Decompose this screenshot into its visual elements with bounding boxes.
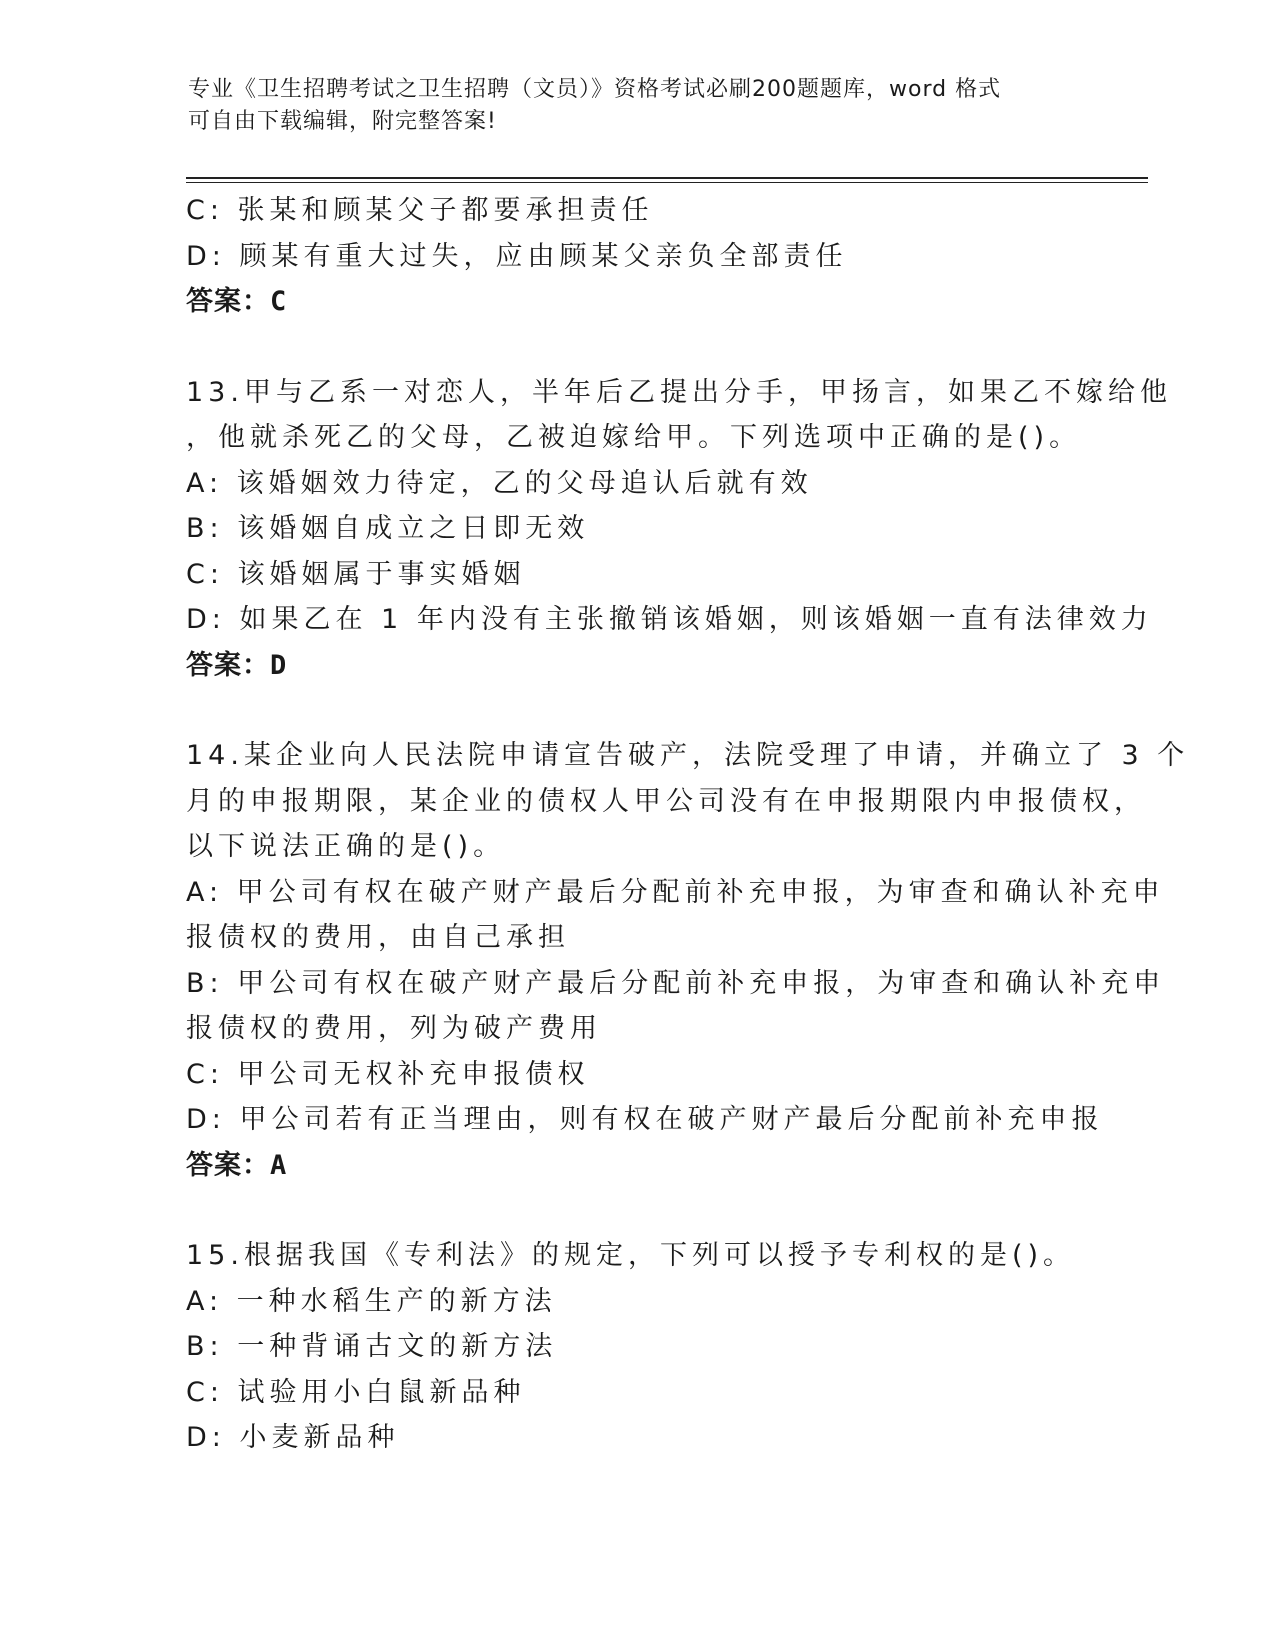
q14-option-a-line-2: 报债权的费用，由自己承担 [186, 922, 570, 953]
q15-option-a: A: 一种水稻生产的新方法 [186, 1285, 557, 1317]
document-header [188, 74, 1068, 138]
header-divider-thin [186, 182, 1148, 183]
header-divider-thick [186, 177, 1148, 179]
q12-answer: 答案：C [186, 286, 288, 317]
q12-option-c: C: 张某和顾某父子都要承担责任 [186, 195, 654, 226]
header-line-1: 专业《卫生招聘考试之卫生招聘（文员）》资格考试必刷200题题库，word 格式 [188, 77, 1002, 102]
spacer [186, 688, 1086, 733]
question-content [186, 188, 1190, 1461]
q15-stem-line-1: 15.根据我国《专利法》的规定，下列可以授予专利权的是()。 [186, 1240, 1076, 1271]
q14-option-b-line-2: 报债权的费用，列为破产费用 [186, 1013, 602, 1044]
q14-stem-line-2: 月的申报期限，某企业的债权人甲公司没有在申报期限内申报债权， [186, 785, 1146, 817]
q12-option-d: D: 顾某有重大过失，应由顾某父亲负全部责任 [186, 240, 848, 272]
spacer [186, 325, 1086, 370]
q14-stem-line-1: 14.某企业向人民法院申请宣告破产，法院受理了申请，并确立了 3 个 [186, 740, 1190, 771]
q13-option-d: D: 如果乙在 1 年内没有主张撤销该婚姻，则该婚姻一直有法律效力 [186, 604, 1153, 635]
q13-option-b: B: 该婚姻自成立之日即无效 [186, 513, 590, 544]
q15-option-c: C: 试验用小白鼠新品种 [186, 1376, 526, 1408]
q14-answer: 答案：A [186, 1149, 288, 1181]
q13-answer: 答案：D [186, 649, 288, 681]
q13-option-a: A: 该婚姻效力待定，乙的父母追认后就有效 [186, 467, 813, 499]
q13-stem-line-1: 13.甲与乙系一对恋人，半年后乙提出分手，甲扬言，如果乙不嫁给他 [186, 376, 1172, 408]
spacer [186, 1188, 1086, 1233]
q13-option-c: C: 该婚姻属于事实婚姻 [186, 558, 526, 590]
q14-option-c: C: 甲公司无权补充申报债权 [186, 1058, 590, 1090]
q14-stem-line-3: 以下说法正确的是()。 [186, 831, 506, 862]
q13-stem-line-2: ，他就杀死乙的父母，乙被迫嫁给甲。下列选项中正确的是()。 [186, 422, 1082, 453]
header-line-2: 可自由下载编辑，附完整答案! [188, 109, 497, 134]
q14-option-d: D: 甲公司若有正当理由，则有权在破产财产最后分配前补充申报 [186, 1104, 1104, 1135]
q15-option-b: B: 一种背诵古文的新方法 [186, 1331, 558, 1362]
q15-option-d: D: 小麦新品种 [186, 1422, 400, 1453]
q14-option-b-line-1: B: 甲公司有权在破产财产最后分配前补充申报，为审查和确认补充申 [186, 967, 1166, 999]
q14-option-a-line-1: A: 甲公司有权在破产财产最后分配前补充申报，为审查和确认补充申 [186, 876, 1165, 908]
